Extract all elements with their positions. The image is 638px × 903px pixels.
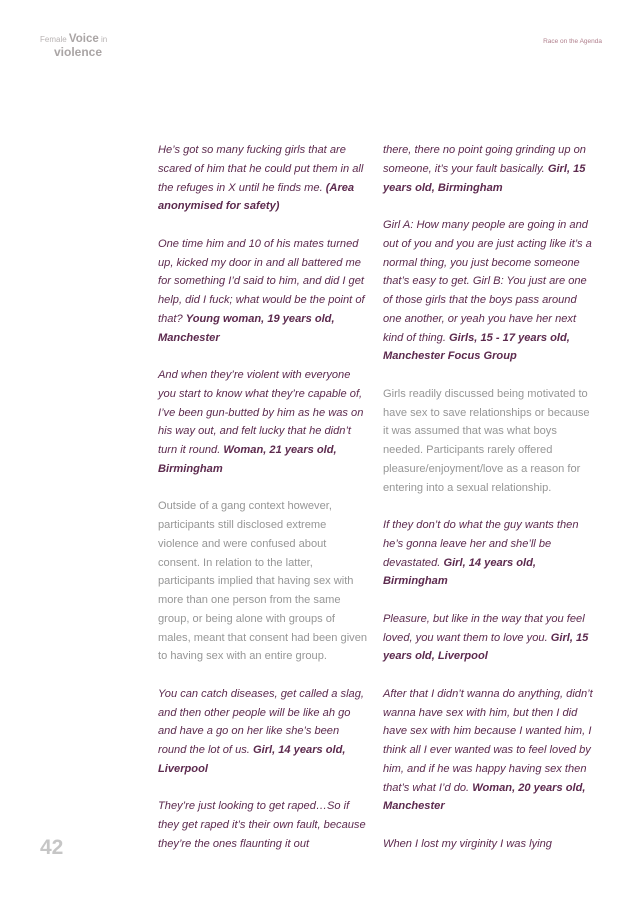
publication-logo [40, 34, 130, 58]
quote-attribution: Girl, 15 years old, Birmingham [383, 162, 586, 194]
quote-paragraph [158, 141, 370, 216]
quote-attribution: Girl, 14 years old, Birmingham [383, 556, 536, 588]
logo-line-1 [40, 34, 130, 46]
quote-paragraph [383, 516, 595, 591]
quote-text: Pleasure, but like in the way that you feel loved, you want them to love you. [383, 612, 585, 644]
quote-paragraph [158, 797, 370, 853]
quote-paragraph [383, 685, 595, 816]
body-paragraph: Girls readily discussed being motivated to have sex to save relationships or because it was assumed that was what boys needed. Participants rarely offered pleasure/enjoyment/love as a reason for entering into a sexual relationship. [383, 387, 590, 494]
quote-paragraph [383, 216, 595, 366]
quote-attribution: (Area anonymised for safety) [158, 181, 355, 213]
quote-text: You can catch diseases, get called a slag, and then other people will be like ah go and have a go on her like she’s been round the lot of us. [158, 687, 364, 756]
quote-paragraph [158, 366, 370, 479]
quote-text: Girl A: How many people are going in and out of you and you are just acting like it’s a normal thing, you just become someone that’s easy to get. Girl B: You just are one of those girls that the boys pass around one another, or yeah you have her next kind of thing. [383, 219, 592, 344]
body-paragraph: Outside of a gang context however, participants still disclosed extreme violence and were confused about consent. In relation to the latter, participants implied that having sex with more than one person from the same group, or being alone with groups of males, meant that consent had been given to having sex with an entire group. [158, 500, 368, 663]
quote-paragraph [158, 685, 370, 779]
quote-text: When I lost my virginity I was lying [383, 837, 552, 850]
quote-paragraph [158, 235, 370, 348]
quote-attribution: Girls, 15 - 17 years old, Manchester Focus Group [383, 331, 570, 363]
quote-text: And when they’re violent with everyone you start to know what they’re capable of, I’ve been gun-butted by him as he was on his way out, and felt lucky that he didn’t turn it round. [158, 369, 364, 456]
quote-paragraph [383, 610, 595, 666]
quote-paragraph [383, 835, 595, 854]
left-text-column [158, 141, 370, 854]
logo-word-voice: Voice [68, 33, 99, 45]
quote-attribution: Girl, 14 years old, Liverpool [158, 744, 346, 775]
logo-word-in: in [100, 35, 108, 44]
quote-text: If they don’t do what the guy wants then he’s gonna leave her and she’ll be devastated. [383, 519, 579, 569]
quote-text: He’s got so many fucking girls that are scared of him that he could put them in all the refuges in X until he finds me. [158, 144, 364, 194]
right-text-column [383, 141, 595, 854]
quote-text: After that I didn’t wanna do anything, didn’t wanna have sex with him, but then I did have sex with him because I wanted him, I think all I ever wanted was to feel loved by him, and if he was happy having sex then that’s what I’d do. [383, 687, 593, 794]
quote-text: They’re just looking to get raped…So if they get raped it’s their own fault, because they’re the ones flaunting it out [158, 800, 366, 850]
quote-attribution: Woman, 20 years old, Manchester [383, 781, 586, 813]
quote-text: there, there no point going grinding up on someone, it’s your fault basically. [383, 144, 586, 175]
quote-attribution: Young woman, 19 years old, Manchester [158, 312, 335, 344]
logo-word-violence: violence [54, 44, 103, 59]
quote-text: One time him and 10 of his mates turned up, kicked my door in and all battered me for something I’d said to him, and did I get help, did I fuck; what would be the point of that? [158, 237, 365, 325]
page-number: 42 [40, 836, 64, 859]
quote-attribution: Girl, 15 years old, Liverpool [383, 631, 589, 663]
logo-word-female: Female [40, 35, 67, 44]
quote-attribution: Woman, 21 years old, Birmingham [158, 444, 337, 475]
quote-paragraph [383, 141, 595, 197]
running-header-title: Race on the Agenda [543, 38, 602, 45]
